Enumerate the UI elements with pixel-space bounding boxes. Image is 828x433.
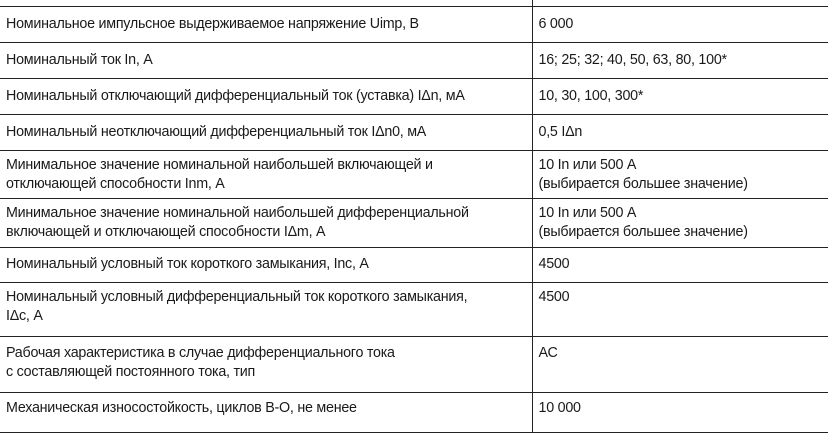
table-cell-value (532, 199, 828, 248)
table-cell-param (0, 151, 532, 199)
value-text-line: 10 In или 500 А (538, 157, 637, 173)
table-cell-value: 4500 (532, 248, 828, 283)
param-text-line: Номинальный условный дифференциальный ток короткого замыкания, (6, 289, 468, 305)
table-cell-param (0, 337, 532, 393)
table-row-cut-bottom (0, 393, 828, 433)
value-text-line: 10 In или 500 А (538, 205, 637, 221)
table-cell-value (532, 151, 828, 199)
param-text-line: Минимальное значение номинальной наибольшей дифференциальной (6, 205, 469, 221)
param-text-line: с составляющей постоянного тока, тип (6, 364, 256, 380)
table-cell-param: Номинальный ток In, А (0, 43, 532, 79)
table-cell-param (0, 283, 532, 337)
table-row (0, 43, 828, 79)
value-text-line: (выбирается большее значение) (538, 176, 748, 192)
value-text-line: (выбирается большее значение) (538, 224, 748, 240)
table-row (0, 248, 828, 283)
table-cell-value: 10, 30, 100, 300* (532, 79, 828, 115)
table-row (0, 79, 828, 115)
table-cell-param: Номинальное импульсное выдерживаемое напряжение Uimp, В (0, 7, 532, 43)
table-cell-value: 16; 25; 32; 40, 50, 63, 80, 100* (532, 43, 828, 79)
table-row (0, 151, 828, 199)
table-cell-value: 4500 (532, 283, 828, 337)
table-row (0, 7, 828, 43)
table-cell-value: 6 000 (532, 7, 828, 43)
table-cell-value: АС (532, 337, 828, 393)
param-text-line: включающей и отключающей способности IΔm, А (6, 224, 326, 240)
table-cell-param: Номинальный отключающий дифференциальный ток (уставка) IΔn, мА (0, 79, 532, 115)
table-cell-value: 0,5 IΔn (532, 115, 828, 151)
param-text-line: отключающей способности Inm, А (6, 176, 225, 192)
table-cell-value: 10 000 (532, 393, 828, 433)
table-row (0, 283, 828, 337)
param-text-line: IΔc, А (6, 308, 43, 324)
table-row (0, 115, 828, 151)
param-text-line: Рабочая характеристика в случае дифференциального тока (6, 345, 395, 361)
table-row (0, 337, 828, 393)
table-cell-param (0, 199, 532, 248)
table-cell-param: Механическая износостойкость, циклов В-О, не менее (0, 393, 532, 433)
table-cell-param: Номинальный неотключающий дифференциальный ток IΔn0, мА (0, 115, 532, 151)
param-text-line: Минимальное значение номинальной наибольшей включающей и (6, 157, 433, 173)
table-row (0, 199, 828, 248)
table-cell-param: Номинальный условный ток короткого замыкания, Inc, А (0, 248, 532, 283)
